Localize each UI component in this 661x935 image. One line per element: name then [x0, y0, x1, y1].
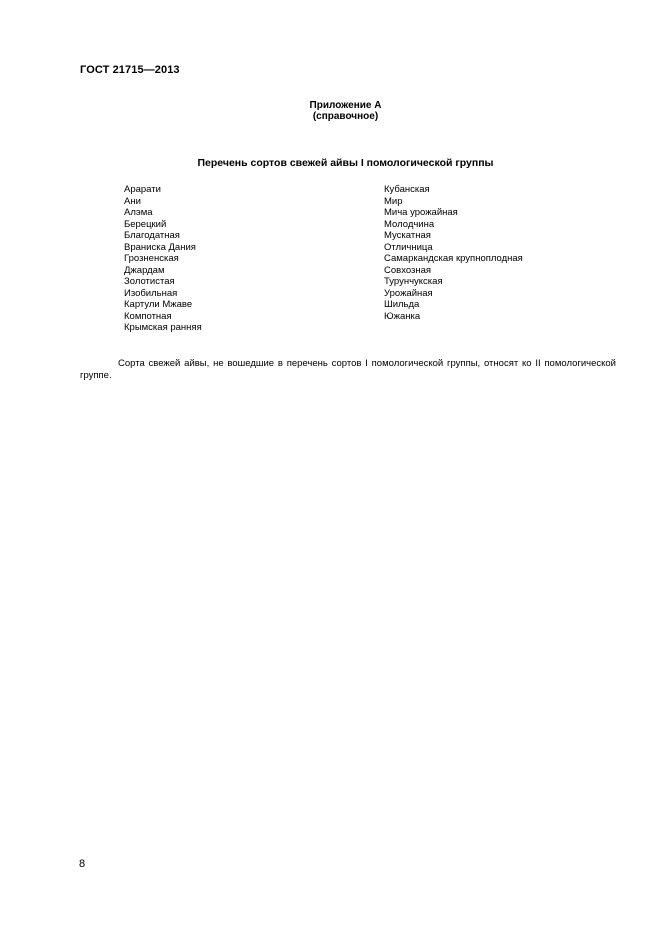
list-item: Ани — [124, 195, 141, 207]
list-item: Совхозная — [384, 264, 432, 276]
list-item: Благодатная — [124, 230, 180, 241]
list-title: Перечень сортов свежей айвы I помологической группы — [197, 157, 494, 169]
list-item: Джардам — [124, 264, 165, 276]
list-item: Отличница — [384, 241, 433, 253]
list-item: Урожайная — [384, 287, 433, 299]
list-item: Изобильная — [124, 287, 178, 299]
list-item: Молодчина — [384, 218, 435, 230]
appendix-subtitle: (справочное) — [312, 111, 379, 122]
list-item: Берецкий — [124, 218, 167, 230]
list-item: Самаркандская крупноплодная — [384, 253, 523, 264]
appendix-title: Приложение А — [309, 100, 382, 111]
note-paragraph: Сорта свежей айвы, не вошедшие в перечень сортов I помологической группы, относят ко II помологической группе. — [80, 358, 616, 381]
list-item: Алэма — [124, 207, 153, 218]
list-item: Компотная — [124, 310, 172, 322]
list-item: Золотистая — [124, 276, 175, 287]
list-item: Враниска Дания — [124, 241, 196, 253]
page-number: 8 — [79, 858, 86, 870]
varieties-list-right — [384, 184, 523, 322]
list-item: Арарати — [124, 184, 161, 195]
list-item: Мир — [384, 195, 403, 207]
list-item: Грозненская — [124, 253, 179, 264]
varieties-list-left — [124, 184, 202, 334]
list-item: Мускатная — [384, 230, 431, 241]
list-item: Кубанская — [384, 184, 430, 195]
list-item: Южанка — [384, 310, 421, 322]
list-item: Мича урожайная — [384, 207, 458, 218]
list-item: Картули Мжаве — [124, 299, 193, 310]
appendix-heading — [0, 100, 661, 122]
list-item: Шильда — [384, 299, 420, 310]
list-item: Турунчукская — [384, 276, 443, 287]
list-item: Крымская ранняя — [124, 322, 202, 333]
document-code: ГОСТ 21715—2013 — [80, 64, 180, 76]
